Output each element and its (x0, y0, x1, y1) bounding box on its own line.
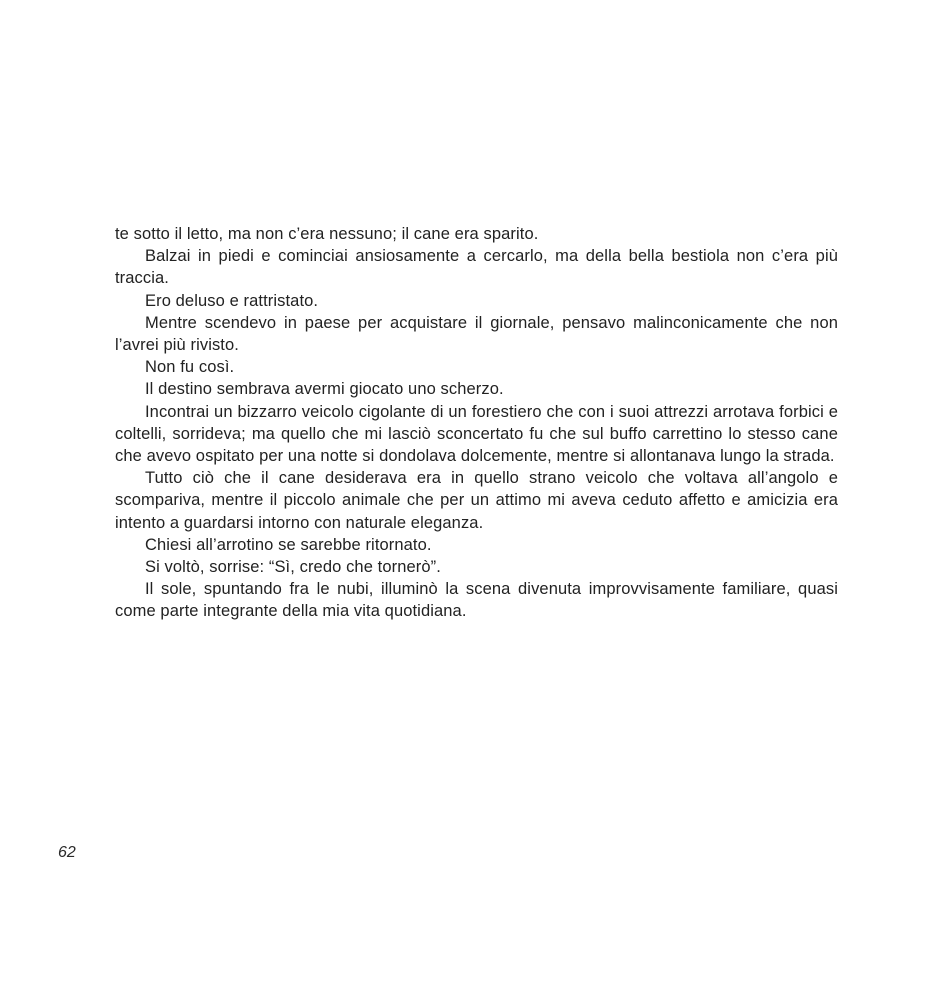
paragraph: Balzai in piedi e cominciai ansiosamente a cercarlo, ma della bella bestiola non c’era più traccia. (115, 247, 838, 288)
paragraph: Il destino sembrava avermi giocato uno scherzo. (145, 380, 504, 399)
paragraph: Chiesi all’arrotino se sarebbe ritornato. (145, 535, 432, 554)
body-text (115, 223, 838, 623)
paragraph: Il sole, spuntando fra le nubi, illuminò la scena divenuta improvvisamente familiare, quasi come parte integrante della mia vita quotidiana. (115, 580, 838, 621)
paragraph: Si voltò, sorrise: “Sì, credo che tornerò”. (145, 558, 441, 577)
paragraph: Incontrai un bizzarro veicolo cigolante di un forestiero che con i suoi attrezzi arrotava forbici e coltelli, sorrideva; ma quello che mi lasciò sconcertato fu che sul buffo carrettino lo stesso cane che avevo ospitato per una notte si dondolava dolcemente, mentre si allontanava lungo la strada. (115, 402, 838, 466)
page-number: 62 (58, 844, 76, 861)
paragraph: Tutto ciò che il cane desiderava era in quello strano veicolo che voltava all’angolo e scompariva, mentre il piccolo animale che per un attimo mi aveva ceduto affetto e amicizia era intento a guardarsi intorno con naturale eleganza. (115, 469, 838, 532)
paragraph: Ero deluso e rattristato. (145, 291, 319, 310)
paragraph: Non fu così. (145, 358, 235, 377)
paragraph: te sotto il letto, ma non c’era nessuno; il cane era sparito. (115, 225, 539, 243)
paragraph: Mentre scendevo in paese per acquistare il giornale, pensavo malinconicamente che non l’avrei più rivisto. (115, 313, 838, 355)
